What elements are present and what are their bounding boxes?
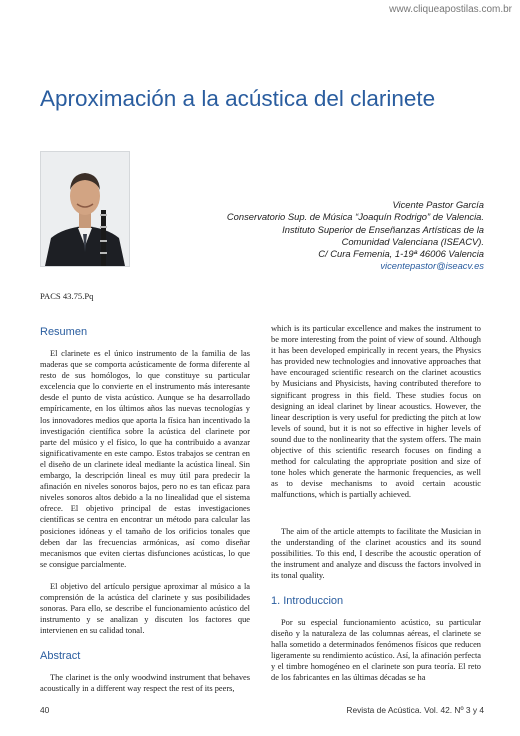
article-title: Aproximación a la acústica del clarinete bbox=[40, 86, 436, 111]
left-column bbox=[40, 326, 250, 695]
introduccion-heading: 1. Introduccion bbox=[271, 594, 344, 607]
abstract-paragraph: The clarinet is the only woodwind instrument that behaves acoustically in a different way respect the rest of its peers, bbox=[40, 673, 250, 694]
abstract-paragraph: The aim of the article attempts to facilitate the Musician in the understanding of the clarinet acoustics and its sound possibilities. To this end, I describe the acoustic operation of the instrument and analyze and discuss the factors involved in its tonal quality. bbox=[271, 526, 481, 580]
right-column bbox=[271, 323, 481, 684]
journal-reference: Revista de Acústica. Vol. 42. Nº 3 y 4 bbox=[346, 705, 484, 715]
watermark: www.cliqueapostilas.com.br bbox=[389, 4, 512, 15]
author-affiliation bbox=[184, 199, 484, 273]
resumen-heading: Resumen bbox=[40, 326, 88, 338]
affiliation-line: Comunidad Valenciana (ISEACV). bbox=[341, 235, 484, 247]
author-name: Vicente Pastor García bbox=[392, 199, 484, 210]
introduccion-paragraph: Por su especial funcionamiento acústico, su particular diseño y la naturaleza de las columnas aéreas, el clarinete se halla sometido a determinados fenómenos físicos que reducen ligeramente su rendimiento acústico. Así, la afinación perfecta y el timbre homogéneo en el clarinete son pura teoría. El reto de los fabricantes en las últimas décadas se ha bbox=[271, 617, 481, 683]
author-address: C/ Cura Femenia, 1-19ª 46006 Valencia bbox=[318, 248, 484, 260]
author-portrait-image bbox=[41, 152, 129, 266]
page-number: 40 bbox=[40, 705, 50, 715]
affiliation-line: Conservatorio Sup. de Música “Joaquín Rodrigo” de Valencia. bbox=[226, 211, 484, 223]
affiliation-line: Instituto Superior de Enseñanzas Artísticas de la bbox=[282, 223, 484, 235]
abstract-paragraph: which is its particular excellence and makes the instrument to be more interesting from the point of view of sound. Although it has been developed empirically in recent years, the Physics has provided new technologies and innovative approaches that have encouraged scientific research on the clarinet acoustics by Musicians and Physicists, having contributed therefore to significant progress in this field. These studies focus on designing an ideal clarinet by linear acoustics. However, the linear description is very useful for predicting the pitch at low levels of sound, but it is not so effective in higher levels of sound due to the nonlinearity that the system offers. The main objective of this scientific research focuses on finding a method for calculating the appropriate position and size of tone holes which generate the harmonic frequencies, as well as to devise mechanisms to avoid certain acoustic malfunctions, which is partially achieved. bbox=[271, 324, 481, 500]
resumen-paragraph: El clarinete es el único instrumento de la familia de las maderas que se comporta acústicamente de forma diferente al resto de sus homólogos, lo que constituye su particular excelencia que lo convierte en el instrumento más interesante desde el punto de vista acústico. Aunque se ha desarrollado empíricamente, en los últimos años las nuevas tecnologías y los innovadores medios que aporta la física han incentivado la investigación científica sobre la acústica del clarinete por parte del músico y el físico, lo que ha contribuido a avanzar significativamente en este campo. Estos trabajos se centran en el diseño de un clarinete ideal mediante la acústica lineal. Sin embargo, la descripción lineal es muy útil para predecir la afinación en niveles sonoros bajos, pero no es tan eficaz para niveles sonoros altos debido a la no linealidad que el sistema ofrece. El objetivo principal de estas investigaciones científicas se centra en encontrar un método para calcular las posiciones idóneas y el tamaño de los orificios tonales que deben dar las frecuencias armónicas, así como diseñar mecanismos que eviten ciertas disfunciones acústicas, lo que se consigue parcialmente. bbox=[40, 349, 250, 569]
resumen-paragraph: El objetivo del artículo persigue aproximar al músico a la comprensión de la acústica del clarinete y sus posibilidades sonoras. Para ello, se describe el funcionamiento acústico del instrumento y se analizan y discuten los factores que intervienen en su calidad tonal. bbox=[40, 581, 250, 636]
pacs-code: PACS 43.75.Pq bbox=[40, 291, 94, 301]
author-email-link[interactable]: vicentepastor@iseacv.es bbox=[380, 260, 484, 272]
abstract-heading: Abstract bbox=[40, 650, 81, 663]
author-photo bbox=[40, 151, 130, 267]
